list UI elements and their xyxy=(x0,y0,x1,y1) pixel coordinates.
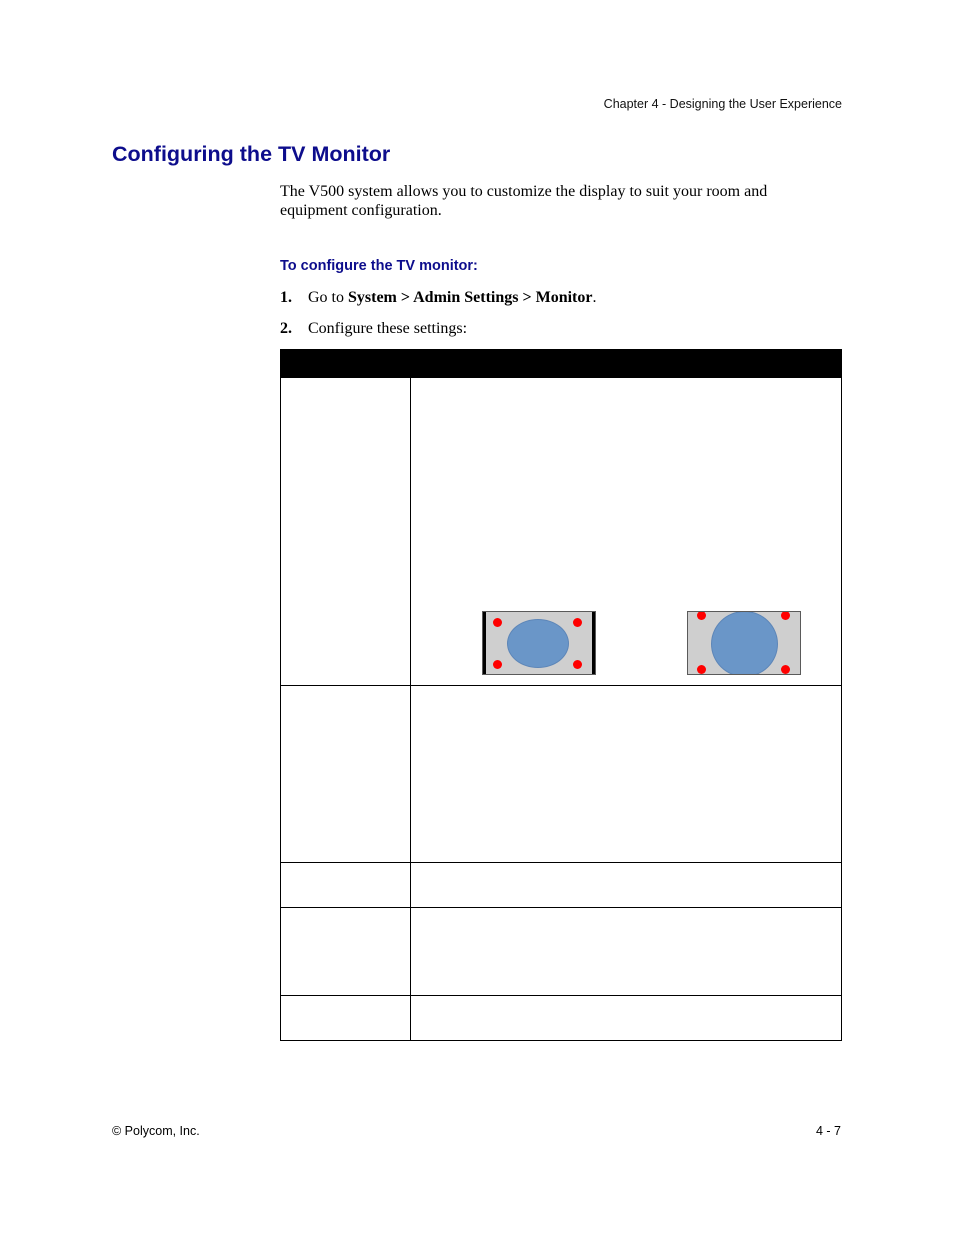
step-number: 1. xyxy=(280,289,292,306)
monitor-illustration-letterbox xyxy=(482,611,596,675)
table-column-divider xyxy=(410,378,411,1040)
step-2 xyxy=(280,320,467,338)
step-text-suffix: . xyxy=(592,289,597,306)
corner-marker-dot xyxy=(573,618,582,627)
step-text-prefix: Go to xyxy=(308,289,348,306)
chapter-header: Chapter 4 - Designing the User Experience xyxy=(603,97,842,111)
page-number: 4 - 7 xyxy=(815,1124,841,1138)
menu-path: System > Admin Settings > Monitor xyxy=(348,289,593,306)
corner-marker-dot xyxy=(781,611,790,620)
corner-marker-dot xyxy=(493,660,502,669)
corner-marker-dot xyxy=(697,665,706,674)
picture-ellipse xyxy=(711,611,778,675)
corner-marker-dot xyxy=(493,618,502,627)
step-text: Configure these settings: xyxy=(308,320,468,337)
page-title: Configuring the TV Monitor xyxy=(112,142,391,166)
table-row-divider xyxy=(281,862,841,863)
corner-marker-dot xyxy=(697,611,706,620)
intro-paragraph: The V500 system allows you to customize the display to suit your room and equipment configuration. xyxy=(280,183,768,219)
table-header-row xyxy=(281,350,841,378)
corner-marker-dot xyxy=(781,665,790,674)
footer-copyright: © Polycom, Inc. xyxy=(112,1124,200,1138)
black-side-bar-right xyxy=(592,612,595,674)
picture-ellipse xyxy=(507,619,569,668)
settings-table xyxy=(280,349,842,1041)
monitor-illustration-stretched xyxy=(687,611,801,675)
procedure-title: To configure the TV monitor: xyxy=(280,258,478,274)
step-number: 2. xyxy=(280,320,292,337)
table-row-divider xyxy=(281,685,841,686)
corner-marker-dot xyxy=(573,660,582,669)
step-1 xyxy=(280,289,596,307)
table-row-divider xyxy=(281,907,841,908)
black-side-bar-left xyxy=(483,612,486,674)
table-row-divider xyxy=(281,995,841,996)
